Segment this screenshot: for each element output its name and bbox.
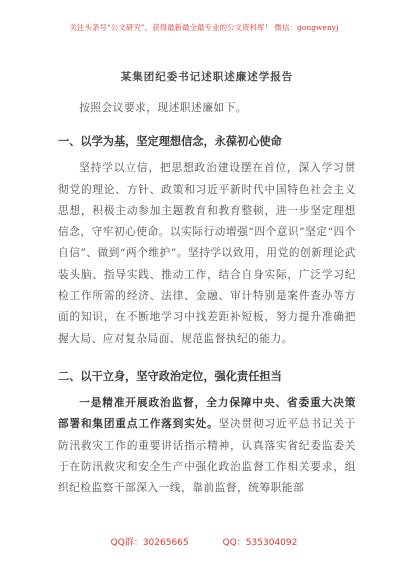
section-2-lead: 一是精准开展政治监督，全力保障中央、省委重大决策部署和集团重点工作落到实处。 xyxy=(58,396,356,431)
section-2-paragraph xyxy=(58,393,356,499)
section-heading-2: 二、以干立身，坚守政治定位，强化责任担当 xyxy=(58,368,282,383)
footer-contact xyxy=(0,535,408,548)
intro-paragraph: 按照会议要求，现述职述廉如下。 xyxy=(79,102,248,114)
section-1-paragraph: 坚持学以立信，把思想政治建设摆在首位，深入学习贯彻党的理论、方针、政策和习近平新时代中国特色社会主义思想，积极主动参加主题教育和教育整顿，进一步坚定理想信念，守牢初心使命。以实际行动增强“四个意识”坚定“四个自信”、做到“两个维护”。坚持学以致用，用党的创新理论武装头脑、指导实践、推动工作，结合自身实际，广泛学习纪检工作所需的经济、法律、金融、审计特别是案件查办等方面的知识，在不断地学习中找差距补短板，努力提升准确把握大局、应对复杂局面、规范监督执纪的能力。 xyxy=(58,162,356,345)
header-banner: 关注头条号“公文研究”，获得最新最全最专业的公文资料库！ 微信：gongwenyj xyxy=(69,23,339,32)
section-heading-1: 一、以学为基，坚定理想信念，永葆初心使命 xyxy=(58,134,282,149)
footer-qq-group: QQ群：30265665 xyxy=(110,538,189,548)
section-2-body: 坚决贯彻习近平总书记关于防汛救灾工作的重要讲话指示精神，认真落实省纪委监委关于在防汛救灾和安全生产中强化政治监督工作相关要求，组织纪检监察干部深入一线，靠前监督，统筹职能部 xyxy=(58,418,356,495)
document-title: 某集团纪委书记述职述廉述学报告 xyxy=(120,71,294,83)
document-body xyxy=(58,70,356,499)
footer-qq-number: QQ：535304092 xyxy=(222,538,298,548)
